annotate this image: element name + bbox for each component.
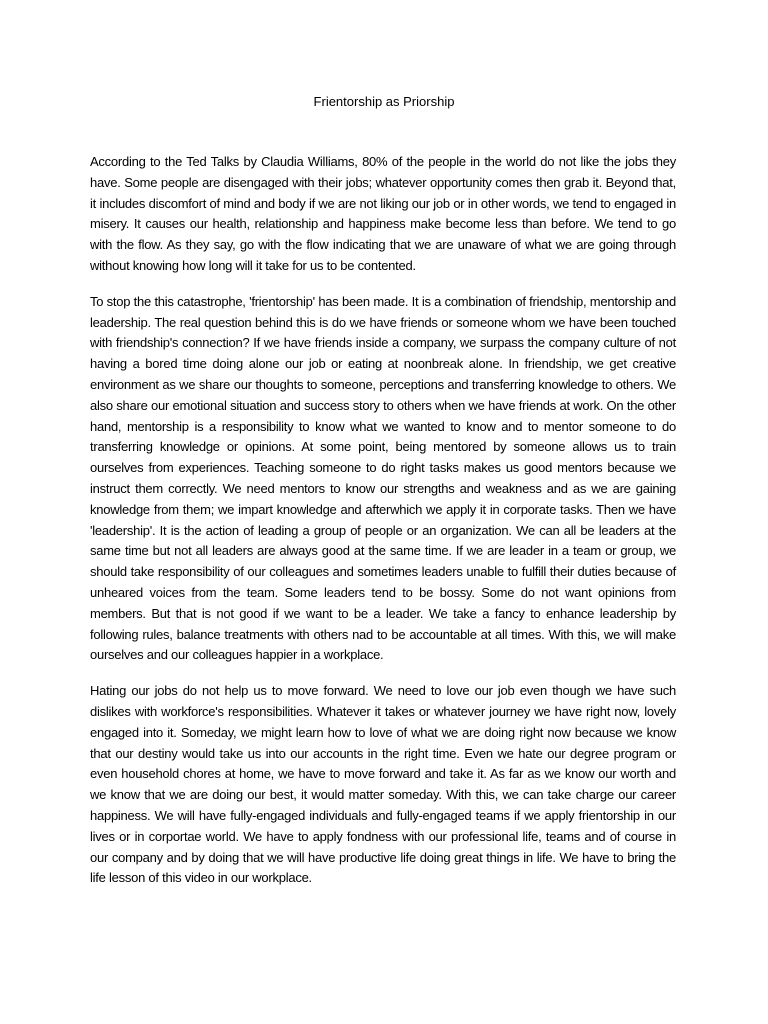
paragraph: Hating our jobs do not help us to move forward. We need to love our job even though we have such dislikes with workforce's responsibilities. Whatever it takes or whatever journey we have right now, lovely engaged into it. Someday, we might learn how to love of what we are doing right now because we know that our destiny would take us into our accounts in the right time. Even we hate our degree program or even household chores at home, we have to move forward and take it. As far as we know our worth and we know that we are doing our best, it would matter someday. With this, we can take charge our career happiness. We will have fully-engaged individuals and fully-engaged teams if we apply frientorship in our lives or in corportae world. We have to apply fondness with our professional life, teams and of course in our company and by doing that we will have productive life doing great things in life. We have to bring the life lesson of this video in our workplace. [90, 683, 676, 886]
document-title: Frientorship as Priorship [313, 94, 455, 109]
paragraph: To stop the this catastrophe, 'frientorship' has been made. It is a combination of friendship, mentorship and leadership. The real question behind this is do we have friends or someone whom we have been touched with friendship's connection? If we have friends inside a company, we surpass the company culture of not having a bored time doing alone our job or eating at noonbreak alone. In friendship, we get creative environment as we share our thoughts to someone, perceptions and transferring knowledge to others. We also share our emotional situation and success story to others when we have friends at work. On the other hand, mentorship is a responsibility to know what we wanted to know and to mentor someone to do transferring knowledge or opinions. At some point, being mentored by someone allows us to train ourselves from experiences. Teaching someone to do right tasks makes us good mentors because we instruct them correctly. We need mentors to know our strengths and weakness and as we are gaining knowledge from them; we impart knowledge and afterwhich we apply it in corporate tasks. Then we have 'leadership'. It is the action of leading a group of people or an organization. We can all be leaders at the same time but not all leaders are always good at the same time. If we are leader in a team or group, we should take responsibility of our colleagues and sometimes leaders unable to fulfill their duties because of unheared voices from the team. Some leaders tend to be bossy. Some do not want opinions from members. But that is not good if we want to be a leader. We take a fancy to enhance leadership by following rules, balance treatments with others nad to be accountable at all times. With this, we will make ourselves and our colleagues happier in a workplace. [90, 293, 676, 663]
document-body [90, 152, 676, 904]
paragraph: According to the Ted Talks by Claudia Williams, 80% of the people in the world do not like the jobs they have. Some people are disengaged with their jobs; whatever opportunity comes then grab it. Beyond that, it includes discomfort of mind and body if we are not liking our job or in other words, we tend to engaged in misery. It causes our health, relationship and happiness make become less than before. We tend to go with the flow. As they say, go with the flow indicating that we are unaware of what we are going through without knowing how long will it take for us to be contented. [90, 154, 676, 273]
